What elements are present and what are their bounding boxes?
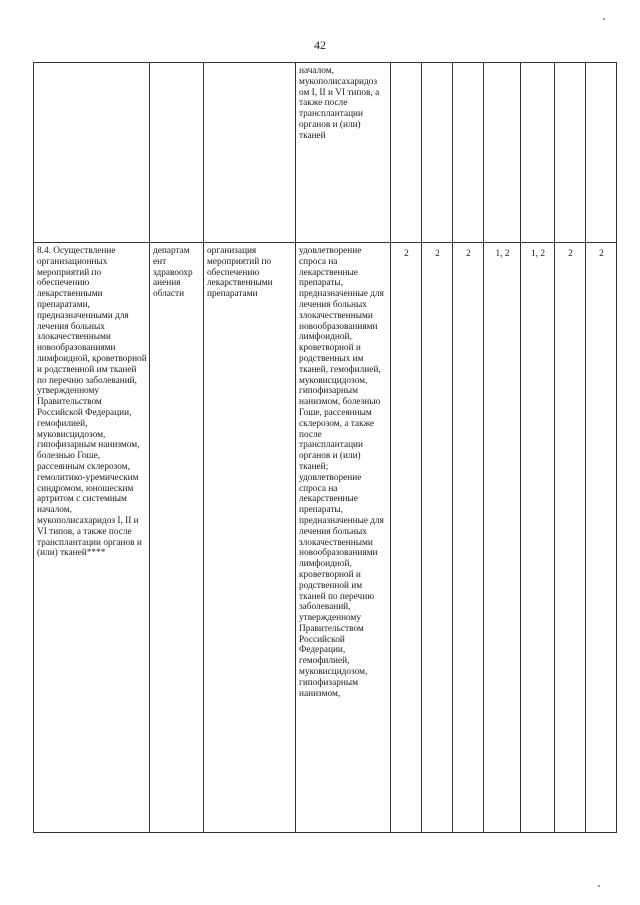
table-row-8-4 bbox=[34, 243, 617, 833]
value-cell bbox=[453, 63, 484, 243]
measure-cell bbox=[34, 63, 150, 243]
table-row-continuation bbox=[34, 63, 617, 243]
value-cell bbox=[586, 63, 617, 243]
scan-speck bbox=[598, 885, 600, 887]
value-cell bbox=[555, 63, 586, 243]
result-cell: удовлетворение спроса на лекарственные препараты, предназначенные для лечения больных злокачественными новообразованиями лимфоидной, кроветворной и родственных им тканей, гемофилией, муковисцидозом, гипофизарным нанизмом, болезнью Гоше, рассеянным склерозом, а также после трансплантации органов и (или) тканей; удовлетворение спроса на лекарственные препараты, предназначенные для лечения больных злокачественными новообразованиями лимфоидной, кроветворной и родственной им тканей по перечню заболеваний, утвержденному Правительством Российской Федерации, гемофилией, муковисцидозом, гипофизарным нанизмом, bbox=[296, 243, 391, 833]
value-cell: 2 bbox=[586, 243, 617, 833]
page-number: 42 bbox=[314, 38, 326, 52]
scan-speck bbox=[603, 18, 605, 20]
value-cell bbox=[521, 63, 555, 243]
value-cell bbox=[484, 63, 521, 243]
value-cell bbox=[422, 63, 453, 243]
result-cell: началом, мукополисахаридоз ом I, II и VI типов, а также после трансплантации органов и (или) тканей bbox=[296, 63, 391, 243]
value-cell: 2 bbox=[555, 243, 586, 833]
responsible-cell: департам ент здравоохр анения области bbox=[150, 243, 204, 833]
activity-cell bbox=[204, 63, 296, 243]
measure-cell: 8.4. Осуществление организационных мероприятий по обеспечению лекарственными препаратами, предназначенными для лечения больных злокачественными новообразованиями лимфоидной, кроветворной и родственной им тканей по перечню заболеваний, утвержденному Правительством Российской Федерации, гемофилией, муковисцидозом, гипофизарным нанизмом, болезнью Гоше, рассеянным склерозом, гемолитико-уремическим синдромом, юношеским артритом с системным началом, мукополисахаридоз I, II и VI типов, а также после трансплантации органов и (или) тканей**** bbox=[34, 243, 150, 833]
responsible-cell bbox=[150, 63, 204, 243]
value-cell: 2 bbox=[391, 243, 422, 833]
value-cell: 2 bbox=[422, 243, 453, 833]
value-cell: 2 bbox=[453, 243, 484, 833]
value-cell: 1, 2 bbox=[484, 243, 521, 833]
activity-cell: организация мероприятий по обеспечению лекарственными препаратами bbox=[204, 243, 296, 833]
value-cell bbox=[391, 63, 422, 243]
program-table bbox=[33, 62, 617, 833]
value-cell: 1, 2 bbox=[521, 243, 555, 833]
